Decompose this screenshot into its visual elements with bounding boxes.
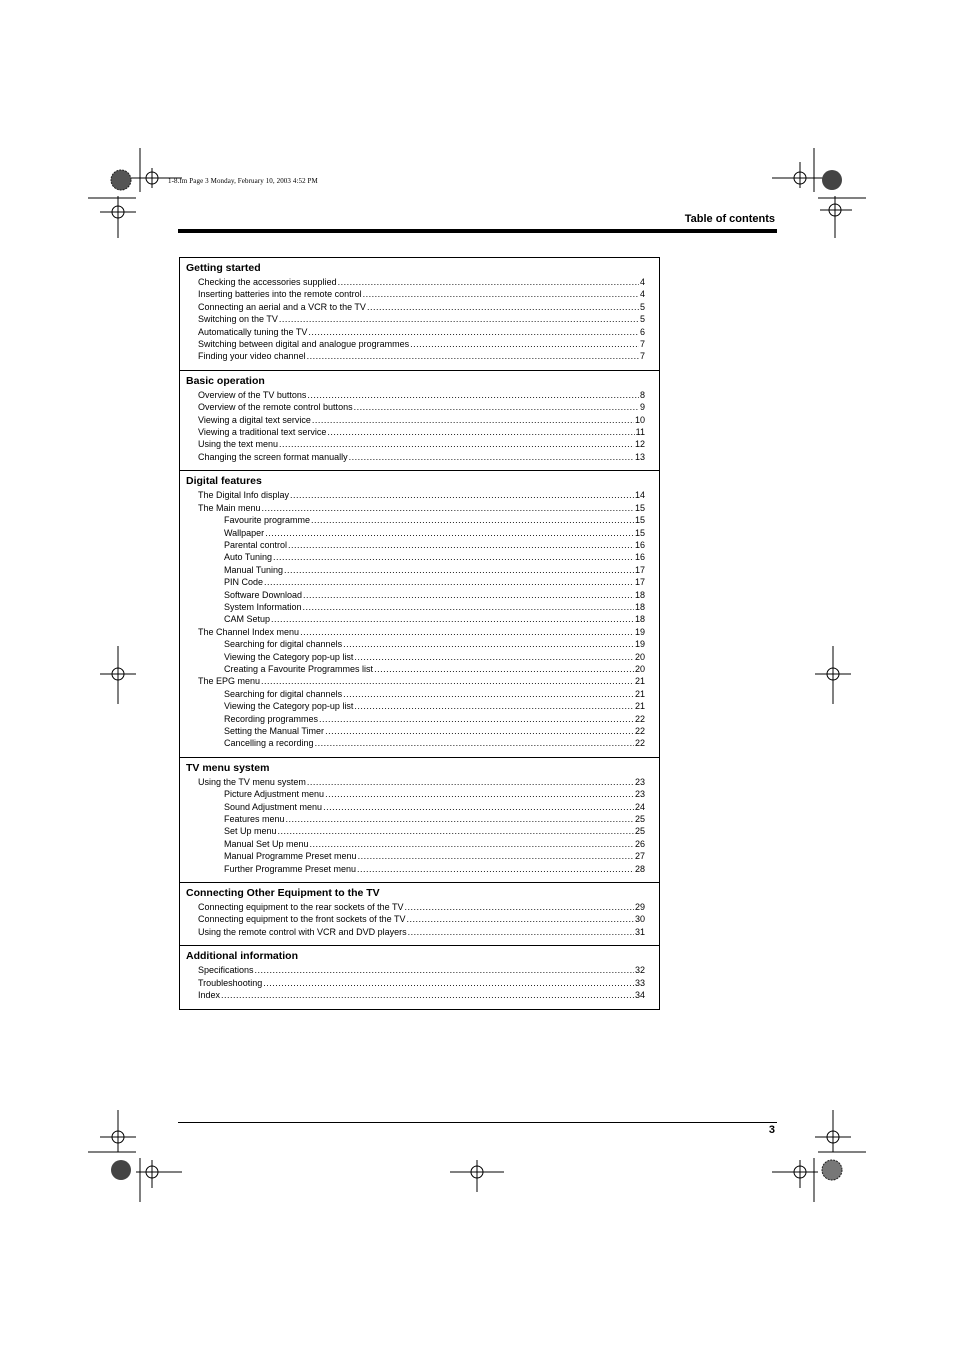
toc-dot-leader bbox=[273, 551, 634, 563]
toc-entry-label: Further Programme Preset menu bbox=[224, 863, 357, 874]
toc-entry[interactable] bbox=[180, 551, 659, 563]
toc-entry-label: Overview of the TV buttons bbox=[198, 389, 307, 400]
toc-dot-leader bbox=[307, 350, 639, 362]
footer-rule bbox=[178, 1122, 777, 1123]
toc-dot-leader bbox=[410, 338, 639, 350]
toc-entry-page: 21 bbox=[634, 701, 645, 712]
toc-entry[interactable] bbox=[180, 389, 659, 401]
toc-entry[interactable] bbox=[180, 776, 659, 788]
toc-entry[interactable] bbox=[180, 613, 659, 625]
toc-entry-page: 33 bbox=[634, 977, 645, 988]
toc-entry-page: 13 bbox=[634, 451, 645, 462]
toc-entry[interactable] bbox=[180, 338, 659, 350]
toc-entry-label: Checking the accessories supplied bbox=[198, 277, 337, 287]
toc-entry-label: Searching for digital channels bbox=[224, 639, 343, 650]
toc-entry-page: 23 bbox=[634, 789, 645, 800]
toc-section bbox=[180, 258, 659, 370]
toc-entry-label: Software Download bbox=[224, 589, 303, 600]
toc-entry-page: 7 bbox=[639, 351, 645, 362]
toc-entry[interactable] bbox=[180, 539, 659, 551]
toc-entry-label: Switching on the TV bbox=[198, 314, 278, 325]
toc-entry[interactable] bbox=[180, 564, 659, 576]
toc-entry-page: 18 bbox=[634, 589, 645, 600]
toc-dot-leader bbox=[264, 576, 634, 588]
toc-entry-page: 25 bbox=[634, 826, 645, 837]
toc-dot-leader bbox=[286, 813, 634, 825]
toc-entry[interactable] bbox=[180, 451, 659, 463]
toc-entry-page: 6 bbox=[639, 326, 645, 337]
toc-entry-label: Recording programmes bbox=[224, 713, 319, 724]
toc-entry-page: 21 bbox=[634, 688, 645, 699]
toc-dot-leader bbox=[221, 989, 634, 1001]
toc-entry-label: Specifications bbox=[198, 965, 254, 976]
toc-entry-label: Searching for digital channels bbox=[224, 688, 343, 699]
toc-entry-label: The Digital Info display bbox=[198, 490, 290, 501]
toc-entry-label: Connecting equipment to the front sockets of the TV bbox=[198, 914, 406, 925]
toc-entry[interactable] bbox=[180, 301, 659, 313]
toc-entry-label: Viewing a traditional text service bbox=[198, 427, 327, 438]
toc-entry[interactable] bbox=[180, 601, 659, 613]
toc-entry[interactable] bbox=[180, 663, 659, 675]
toc-entry-label: Favourite programme bbox=[224, 515, 311, 526]
toc-entry-page: 30 bbox=[634, 914, 645, 925]
toc-dot-leader bbox=[262, 502, 634, 514]
toc-entry-page: 19 bbox=[634, 639, 645, 650]
toc-entry-page: 22 bbox=[634, 713, 645, 724]
toc-entry-label: Connecting an aerial and a VCR to the TV bbox=[198, 301, 366, 312]
toc-dot-leader bbox=[288, 539, 634, 551]
toc-dot-leader bbox=[338, 276, 639, 288]
toc-entry-page: 25 bbox=[634, 814, 645, 825]
toc-dot-leader bbox=[357, 863, 634, 875]
toc-section bbox=[180, 757, 659, 882]
toc-entry-page: 16 bbox=[634, 552, 645, 563]
toc-dot-leader bbox=[279, 438, 634, 450]
toc-dot-leader bbox=[290, 489, 634, 501]
toc-entry-label: Wallpaper bbox=[224, 527, 265, 538]
toc-dot-leader bbox=[319, 713, 634, 725]
toc-entry-label: Creating a Favourite Programmes list bbox=[224, 663, 374, 674]
toc-entry-page: 5 bbox=[639, 301, 645, 312]
toc-entry[interactable] bbox=[180, 926, 659, 938]
toc-section-title: Connecting Other Equipment to the TV bbox=[186, 887, 380, 900]
toc-entry-label: Connecting equipment to the rear sockets of the TV bbox=[198, 902, 404, 913]
toc-dot-leader bbox=[354, 700, 634, 712]
toc-entry-page: 31 bbox=[634, 926, 645, 937]
toc-entry-label: Switching between digital and analogue programmes bbox=[198, 339, 410, 350]
table-of-contents bbox=[179, 257, 660, 1010]
toc-section-title: Getting started bbox=[186, 262, 261, 274]
toc-entry[interactable] bbox=[180, 276, 659, 288]
header-rule bbox=[178, 229, 777, 233]
toc-dot-leader bbox=[308, 326, 639, 338]
toc-entry[interactable] bbox=[180, 801, 659, 813]
toc-entry-label: Parental control bbox=[224, 539, 288, 550]
toc-entry-label: Using the text menu bbox=[198, 439, 279, 450]
toc-entry-page: 5 bbox=[639, 314, 645, 325]
toc-dot-leader bbox=[255, 964, 634, 976]
toc-entry-page: 10 bbox=[634, 414, 645, 425]
toc-entry-label: Troubleshooting bbox=[198, 977, 263, 988]
toc-dot-leader bbox=[265, 527, 634, 539]
toc-entry[interactable] bbox=[180, 350, 659, 362]
toc-dot-leader bbox=[343, 638, 634, 650]
toc-entry-page: 20 bbox=[634, 651, 645, 662]
toc-entry[interactable] bbox=[180, 989, 659, 1001]
toc-section-title: Digital features bbox=[186, 475, 262, 488]
toc-entry-label: The Channel Index menu bbox=[198, 626, 300, 637]
toc-dot-leader bbox=[367, 301, 639, 313]
toc-section-title: Basic operation bbox=[186, 374, 265, 387]
toc-dot-leader bbox=[408, 926, 634, 938]
toc-entry[interactable] bbox=[180, 438, 659, 450]
toc-dot-leader bbox=[325, 788, 634, 800]
toc-dot-leader bbox=[303, 601, 634, 613]
toc-entry-page: 17 bbox=[634, 577, 645, 588]
toc-entry-label: Viewing a digital text service bbox=[198, 414, 311, 425]
toc-entry-label: Viewing the Category pop-up list bbox=[224, 701, 354, 712]
toc-entry-label: Overview of the remote control buttons bbox=[198, 402, 353, 413]
toc-entry[interactable] bbox=[180, 977, 659, 989]
toc-entry-label: Automatically tuning the TV bbox=[198, 326, 308, 337]
toc-entry[interactable] bbox=[180, 426, 659, 438]
toc-entry-label: Changing the screen format manually bbox=[198, 451, 348, 462]
toc-entry[interactable] bbox=[180, 913, 659, 925]
toc-entry-page: 15 bbox=[634, 527, 645, 538]
toc-entry-label: Cancelling a recording bbox=[224, 738, 314, 749]
toc-entry-label: Finding your video channel bbox=[198, 351, 306, 362]
toc-entry-page: 34 bbox=[634, 990, 645, 1001]
toc-entry[interactable] bbox=[180, 813, 659, 825]
toc-dot-leader bbox=[307, 389, 639, 401]
toc-entry-label: Picture Adjustment menu bbox=[224, 789, 325, 800]
toc-entry-label: The Main menu bbox=[198, 502, 261, 513]
toc-dot-leader bbox=[310, 838, 634, 850]
toc-dot-leader bbox=[315, 737, 634, 749]
toc-entry-page: 16 bbox=[634, 539, 645, 550]
toc-entry-page: 4 bbox=[639, 289, 645, 300]
toc-entry-page: 28 bbox=[634, 863, 645, 874]
toc-entry[interactable] bbox=[180, 838, 659, 850]
toc-dot-leader bbox=[279, 313, 639, 325]
toc-entry-page: 24 bbox=[634, 801, 645, 812]
toc-entry[interactable] bbox=[180, 688, 659, 700]
toc-entry[interactable] bbox=[180, 527, 659, 539]
toc-entry[interactable] bbox=[180, 788, 659, 800]
toc-entry[interactable] bbox=[180, 401, 659, 413]
toc-entry[interactable] bbox=[180, 700, 659, 712]
toc-dot-leader bbox=[307, 776, 634, 788]
toc-entry-label: Index bbox=[198, 990, 221, 1001]
toc-entry-page: 7 bbox=[639, 339, 645, 350]
toc-entry[interactable] bbox=[180, 288, 659, 300]
toc-dot-leader bbox=[263, 977, 634, 989]
toc-entry[interactable] bbox=[180, 638, 659, 650]
toc-entry[interactable] bbox=[180, 725, 659, 737]
toc-entry[interactable] bbox=[180, 326, 659, 338]
toc-dot-leader bbox=[354, 401, 639, 413]
toc-entry[interactable] bbox=[180, 863, 659, 875]
toc-dot-leader bbox=[404, 901, 634, 913]
toc-entry[interactable] bbox=[180, 589, 659, 601]
toc-entry-label: Auto Tuning bbox=[224, 552, 273, 563]
toc-entry-page: 14 bbox=[634, 490, 645, 501]
toc-entry-label: The EPG menu bbox=[198, 676, 261, 687]
toc-entry-label: PIN Code bbox=[224, 577, 264, 588]
toc-entry-label: Inserting batteries into the remote control bbox=[198, 289, 362, 300]
toc-dot-leader bbox=[323, 801, 634, 813]
toc-entry-label: Setting the Manual Timer bbox=[224, 726, 325, 736]
toc-entry-page: 23 bbox=[634, 776, 645, 787]
toc-entry-page: 22 bbox=[634, 738, 645, 749]
toc-entry[interactable] bbox=[180, 489, 659, 501]
toc-section-title: TV menu system bbox=[186, 761, 270, 774]
toc-entry-label: Sound Adjustment menu bbox=[224, 801, 323, 812]
toc-dot-leader bbox=[278, 825, 634, 837]
toc-dot-leader bbox=[343, 688, 634, 700]
toc-entry[interactable] bbox=[180, 713, 659, 725]
toc-dot-leader bbox=[300, 626, 634, 638]
toc-dot-leader bbox=[363, 288, 639, 300]
toc-entry[interactable] bbox=[180, 825, 659, 837]
toc-entry[interactable] bbox=[180, 502, 659, 514]
toc-entry-label: CAM Setup bbox=[224, 614, 271, 625]
toc-dot-leader bbox=[406, 913, 634, 925]
toc-entry[interactable] bbox=[180, 313, 659, 325]
toc-entry-page: 18 bbox=[634, 601, 645, 612]
toc-entry-label: Using the remote control with VCR and DVD players bbox=[198, 926, 407, 937]
toc-entry[interactable] bbox=[180, 901, 659, 913]
toc-entry-page: 12 bbox=[634, 439, 645, 450]
page-title: Table of contents bbox=[684, 213, 775, 225]
toc-section bbox=[180, 882, 659, 945]
toc-entry[interactable] bbox=[180, 414, 659, 426]
page-number: 3 bbox=[768, 1124, 775, 1136]
toc-entry-page: 32 bbox=[634, 965, 645, 976]
toc-entry-page: 18 bbox=[634, 614, 645, 625]
toc-section-title: Additional information bbox=[186, 950, 298, 963]
toc-dot-leader bbox=[325, 725, 634, 737]
toc-entry-label: Manual Programme Preset menu bbox=[224, 851, 357, 862]
toc-entry-page: 22 bbox=[634, 726, 645, 736]
toc-entry-label: Using the TV menu system bbox=[198, 776, 306, 787]
toc-dot-leader bbox=[354, 651, 634, 663]
toc-entry[interactable] bbox=[180, 675, 659, 687]
toc-entry-label: Features menu bbox=[224, 814, 285, 825]
toc-section bbox=[180, 945, 659, 1008]
toc-entry[interactable] bbox=[180, 651, 659, 663]
toc-entry-page: 29 bbox=[634, 902, 645, 913]
toc-section bbox=[180, 370, 659, 470]
toc-entry-page: 11 bbox=[635, 427, 645, 438]
toc-entry-page: 4 bbox=[639, 277, 645, 287]
print-slug: 1-8.fm Page 3 Monday, February 10, 2003 4:52 PM bbox=[168, 177, 318, 185]
toc-entry[interactable] bbox=[180, 964, 659, 976]
toc-dot-leader bbox=[271, 613, 634, 625]
toc-dot-leader bbox=[349, 451, 634, 463]
toc-entry-page: 26 bbox=[634, 838, 645, 849]
toc-entry-label: System Information bbox=[224, 601, 302, 612]
toc-entry-page: 15 bbox=[634, 502, 645, 513]
toc-dot-leader bbox=[284, 564, 634, 576]
toc-entry-page: 15 bbox=[634, 515, 645, 526]
toc-dot-leader bbox=[358, 850, 634, 862]
toc-entry[interactable] bbox=[180, 626, 659, 638]
toc-entry-page: 17 bbox=[634, 564, 645, 575]
toc-entry-page: 21 bbox=[634, 676, 645, 687]
toc-entry[interactable] bbox=[180, 576, 659, 588]
toc-entry[interactable] bbox=[180, 737, 659, 749]
toc-entry[interactable] bbox=[180, 850, 659, 862]
toc-dot-leader bbox=[312, 414, 634, 426]
toc-entry-page: 9 bbox=[639, 402, 645, 413]
toc-entry-label: Set Up menu bbox=[224, 826, 277, 837]
toc-dot-leader bbox=[311, 514, 634, 526]
toc-entry-label: Manual Tuning bbox=[224, 564, 284, 575]
toc-entry-page: 8 bbox=[639, 389, 645, 400]
toc-dot-leader bbox=[374, 663, 634, 675]
toc-dot-leader bbox=[303, 589, 634, 601]
toc-entry-label: Manual Set Up menu bbox=[224, 838, 309, 849]
toc-section bbox=[180, 470, 659, 757]
toc-dot-leader bbox=[261, 675, 634, 687]
toc-dot-leader bbox=[327, 426, 634, 438]
toc-entry-page: 19 bbox=[634, 626, 645, 637]
toc-entry-page: 27 bbox=[634, 851, 645, 862]
toc-entry-label: Viewing the Category pop-up list bbox=[224, 651, 354, 662]
toc-entry-page: 20 bbox=[634, 663, 645, 674]
toc-entry[interactable] bbox=[180, 514, 659, 526]
